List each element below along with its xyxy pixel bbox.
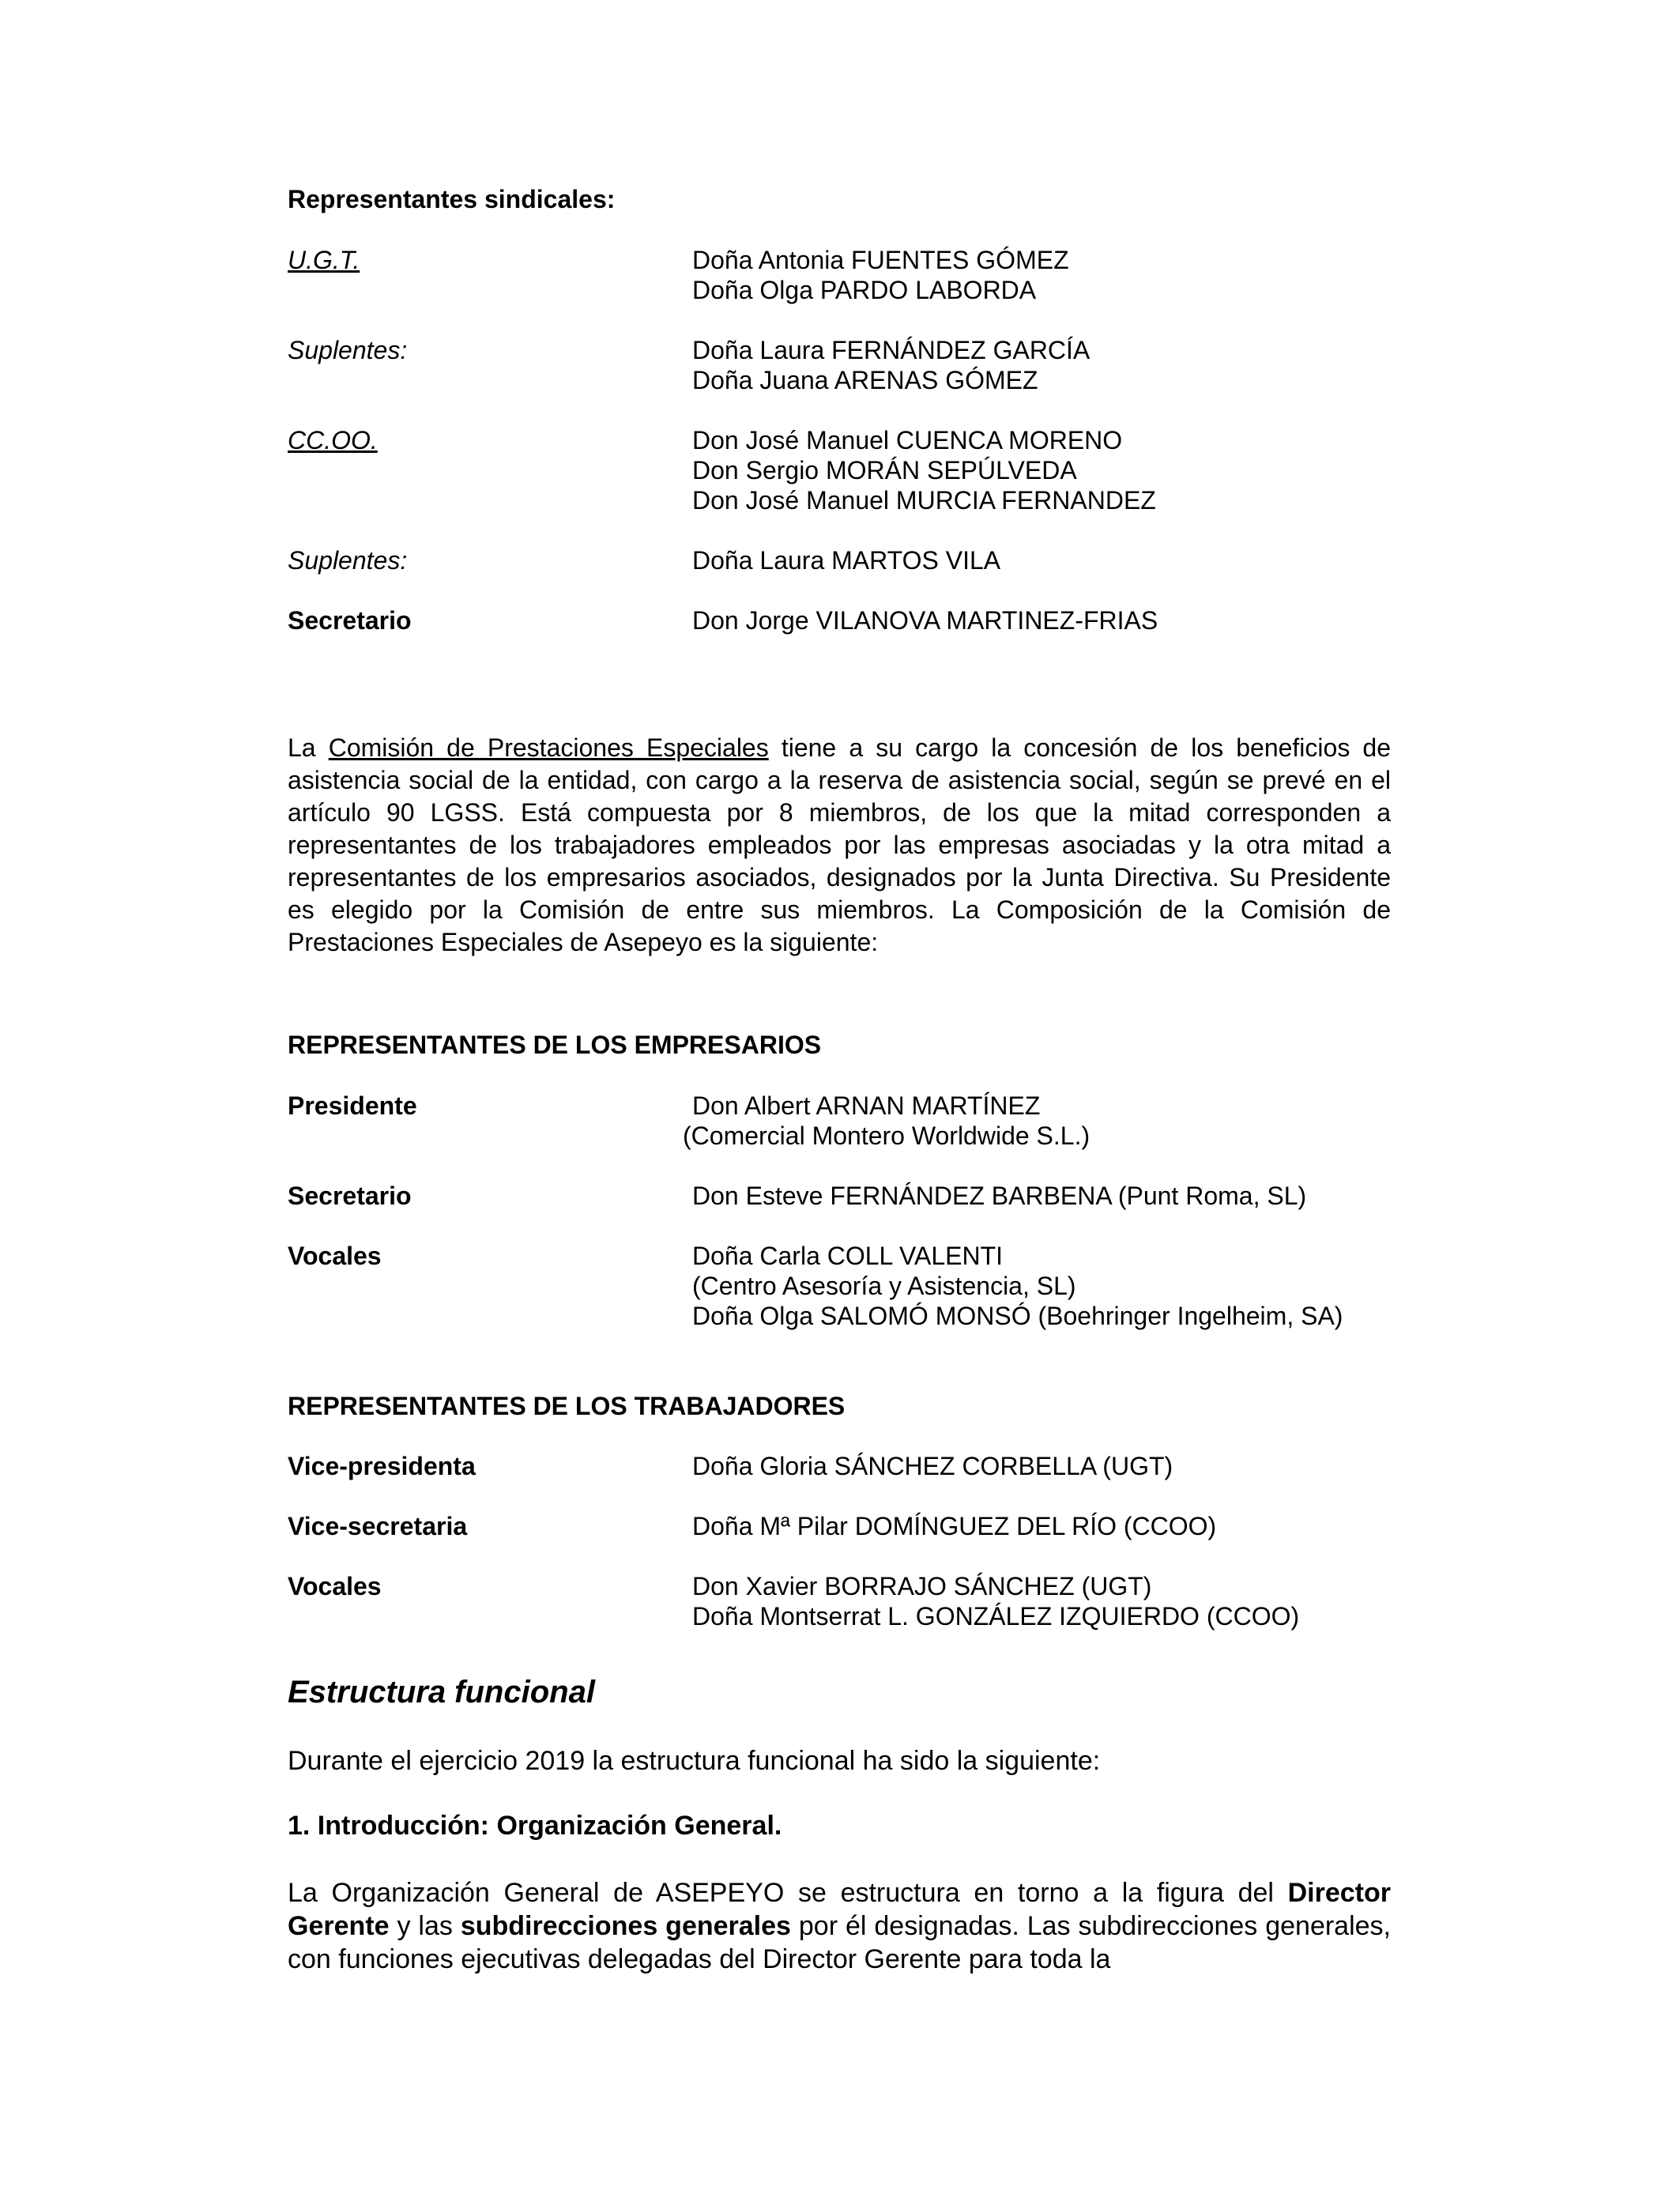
name-line: Doña Olga SALOMÓ MONSÓ (Boehringer Ingelheim, SA)	[692, 1302, 1343, 1330]
trabajadores-title: REPRESENTANTES DE LOS TRABAJADORES	[288, 1392, 846, 1420]
company-line: (Centro Asesoría y Asistencia, SL)	[692, 1272, 1076, 1300]
name-line: Don José Manuel MURCIA FERNANDEZ	[692, 486, 1156, 515]
name-line: Doña Laura MARTOS VILA	[692, 546, 1001, 575]
name-line: Doña Olga PARDO LABORDA	[692, 276, 1037, 304]
comision-prefix: La	[288, 733, 329, 762]
name-line: Don Sergio MORÁN SEPÚLVEDA	[692, 456, 1077, 484]
trab-vicesecretaria-label: Vice-secretaria	[288, 1512, 468, 1540]
trab-vocales-label: Vocales	[288, 1572, 382, 1600]
trab-vicesecretaria-lines	[692, 1511, 1403, 1541]
ccoo-suplentes-label: Suplentes:	[288, 546, 408, 575]
name-line: Doña Juana ARENAS GÓMEZ	[692, 366, 1038, 394]
emp-secretario-label: Secretario	[288, 1182, 412, 1210]
emp-presidente-label: Presidente	[288, 1091, 417, 1120]
ccoo-names	[692, 425, 1403, 515]
emp-secretario-lines	[692, 1181, 1403, 1211]
trab-vocales-lines	[692, 1571, 1403, 1631]
org-rest: por él designadas. Las subdirecciones generales, con funciones ejecutivas delegadas del Director Gerente para toda la	[288, 1911, 1391, 1974]
org-bold-1: Director Gerente	[288, 1878, 1391, 1941]
name-line: Don Xavier BORRAJO SÁNCHEZ (UGT)	[692, 1572, 1152, 1600]
name-line: Doña Montserrat L. GONZÁLEZ IZQUIERDO (CCOO)	[692, 1602, 1300, 1630]
trab-vicepresidenta-label: Vice-presidenta	[288, 1452, 476, 1480]
empresarios-title: REPRESENTANTES DE LOS EMPRESARIOS	[288, 1031, 822, 1059]
org-mid: y las	[389, 1911, 461, 1941]
sindicales-secretario-label: Secretario	[288, 606, 412, 635]
comision-rest: tiene a su cargo la concesión de los beneficios de asistencia social de la entidad, con cargo a la reserva de asistencia social, según se prevé en el artículo 90 LGSS. Está compuesta por 8 miembros, de los que la mitad corresponden a representantes de los trabajadores empleados por las empresas asociadas y la otra mitad a representantes de los empresarios asociados, designados por la Junta Directiva. Su Presidente es elegido por la Comisión de entre sus miembros. La Composición de la Comisión de Prestaciones Especiales de Asepeyo es la siguiente:	[288, 733, 1392, 956]
section-1-title: 1. Introducción: Organización General.	[288, 1811, 782, 1841]
name-line: Don José Manuel CUENCA MORENO	[692, 426, 1123, 454]
trab-vicepresidenta-lines	[692, 1451, 1403, 1481]
name-line: Doña Antonia FUENTES GÓMEZ	[692, 246, 1069, 274]
org-bold-2: subdirecciones generales	[460, 1911, 791, 1941]
sindicales-title: Representantes sindicales:	[288, 185, 616, 213]
comision-link: Comisión de Prestaciones Especiales	[328, 733, 769, 762]
company-line: (Comercial Montero Worldwide S.L.)	[683, 1122, 1090, 1150]
ugt-suplentes-names	[692, 335, 1403, 395]
name-line: Doña Gloria SÁNCHEZ CORBELLA (UGT)	[692, 1452, 1173, 1480]
ugt-label: U.G.T.	[288, 246, 360, 274]
emp-vocales-lines	[692, 1241, 1403, 1331]
sindicales-secretario-name	[692, 605, 1403, 635]
organizacion-paragraph	[288, 1876, 1391, 1976]
name-line: Doña Mª Pilar DOMÍNGUEZ DEL RÍO (CCOO)	[692, 1512, 1217, 1540]
ccoo-suplentes-names	[692, 545, 1403, 575]
ccoo-label: CC.OO.	[288, 426, 378, 454]
comision-paragraph	[288, 732, 1391, 959]
section-heading: Estructura funcional	[288, 1675, 595, 1710]
name-line: Don Jorge VILANOVA MARTINEZ-FRIAS	[692, 606, 1158, 635]
ugt-suplentes-label: Suplentes:	[288, 336, 408, 364]
org-prefix: La Organización General de ASEPEYO se estructura en torno a la figura del	[288, 1878, 1288, 1908]
name-line: Don Albert ARNAN MARTÍNEZ	[692, 1091, 1041, 1120]
name-line: Doña Laura FERNÁNDEZ GARCÍA	[692, 336, 1090, 364]
name-line: Doña Carla COLL VALENTI	[692, 1242, 1004, 1270]
estructura-intro: Durante el ejercicio 2019 la estructura funcional ha sido la siguiente:	[288, 1746, 1101, 1776]
ugt-names	[692, 245, 1403, 305]
emp-vocales-label: Vocales	[288, 1242, 382, 1270]
emp-presidente-lines	[683, 1091, 1403, 1151]
name-line: Don Esteve FERNÁNDEZ BARBENA (Punt Roma, SL)	[692, 1182, 1307, 1210]
